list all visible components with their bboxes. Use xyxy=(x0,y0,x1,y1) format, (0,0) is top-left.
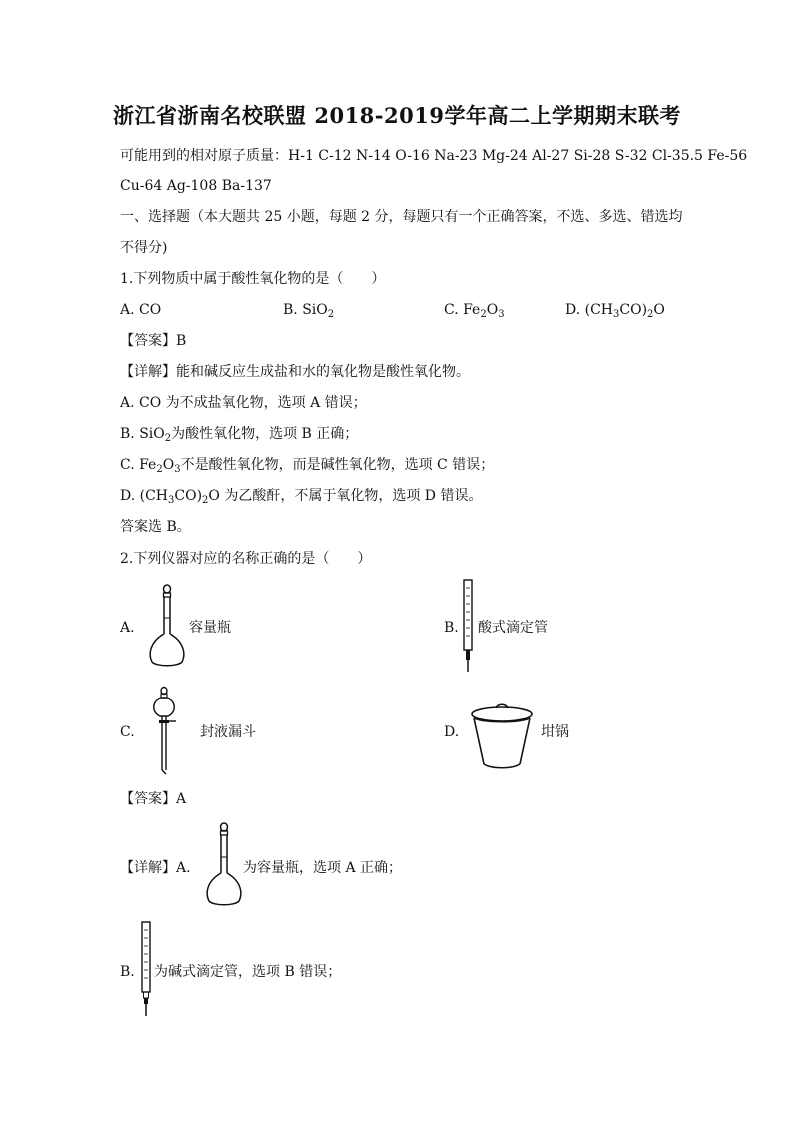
burette-icon xyxy=(460,578,476,674)
section-heading-line2: 不得分) xyxy=(120,240,168,256)
q2-detail-a-text: 为容量瓶，选项 A 正确； xyxy=(243,860,403,876)
q1-option-c: C. $Fe_2O_3$ xyxy=(444,302,505,320)
q2-answer: 【答案】A xyxy=(120,791,187,807)
volumetric-flask-icon-detail xyxy=(203,822,243,908)
q2-detail-a-prefix: 【详解】A. xyxy=(120,860,191,876)
q1-detail: 【详解】能和碱反应生成盐和水的氧化物是酸性氧化物。 xyxy=(120,364,470,380)
q2-option-a-name: 容量瓶 xyxy=(189,620,231,636)
q1-answer: 【答案】B xyxy=(120,333,187,349)
separatory-funnel-icon xyxy=(150,686,182,776)
q2-option-b-name: 酸式滴定管 xyxy=(478,620,548,636)
q2-detail-b-text: 为碱式滴定管，选项 B 错误； xyxy=(154,964,342,980)
q2-option-d-letter: D. xyxy=(444,724,460,740)
burette-icon-detail xyxy=(138,920,154,1018)
q2-option-c-letter: C. xyxy=(120,724,135,740)
q1-stem: 1.下列物质中属于酸性氧化物的是（ ） xyxy=(120,271,386,287)
q2-stem: 2.下列仪器对应的名称正确的是（ ） xyxy=(120,551,372,567)
q1-explanation-a: A. CO 为不成盐氧化物，选项 A 错误； xyxy=(120,395,367,411)
q1-option-d: D. $(CH_3CO)_2O$ xyxy=(565,302,665,320)
crucible-icon xyxy=(468,700,536,772)
atomic-mass-line1: 可能用到的相对原子质量：H-1 C-12 N-14 O-16 Na-23 Mg-24 Al-27 Si-28 S-32 Cl-35.5 Fe-56 xyxy=(120,148,748,164)
q2-option-c-name: 封液漏斗 xyxy=(200,724,256,740)
q1-explanation-c: C. $Fe_2O_3$不是酸性氧化物，而是碱性氧化物，选项 C 错误； xyxy=(120,457,495,475)
q2-detail-b-prefix: B. xyxy=(120,964,135,980)
q2-option-d-name: 坩锅 xyxy=(541,724,569,740)
atomic-mass-line2: Cu-64 Ag-108 Ba-137 xyxy=(120,178,272,194)
page-title: 浙江省浙南名校联盟 2018-2019学年高二上学期期末联考 xyxy=(113,103,681,128)
volumetric-flask-icon xyxy=(146,584,186,668)
q2-option-b-letter: B. xyxy=(444,620,459,636)
q2-option-a-letter: A. xyxy=(120,620,135,636)
q1-conclusion: 答案选 B。 xyxy=(120,519,191,535)
q1-option-b: B. SiO$_2$ xyxy=(283,302,335,320)
q1-option-a: A. CO xyxy=(120,302,162,318)
q1-explanation-d: D. $(CH_3CO)_2O$ 为乙酸酐，不属于氧化物，选项 D 错误。 xyxy=(120,488,483,506)
section-heading-line1: 一、选择题（本大题共 25 小题，每题 2 分，每题只有一个正确答案，不选、多选、错选均 xyxy=(120,209,683,225)
q1-explanation-b: B. SiO$_2$为酸性氧化物，选项 B 正确； xyxy=(120,426,359,444)
